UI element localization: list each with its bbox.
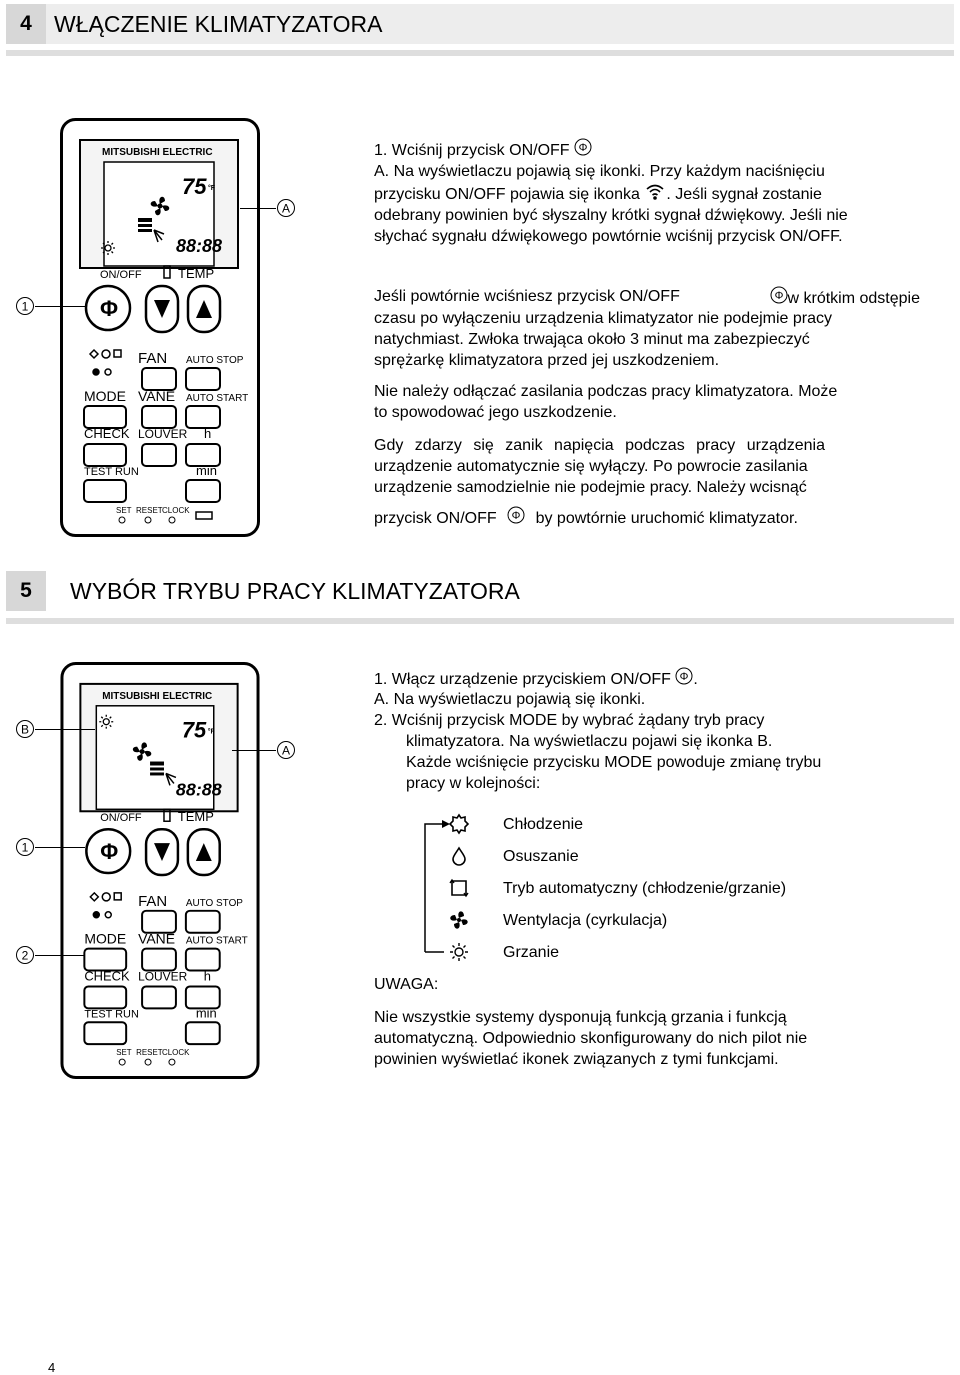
mode-button[interactable] [84, 949, 126, 971]
temp-down-button[interactable] [146, 286, 178, 332]
check-button[interactable] [84, 986, 126, 1008]
fan-icon [448, 909, 470, 931]
temp-down-button[interactable] [146, 829, 178, 875]
signal-icon [644, 183, 666, 201]
step-2-line: 2. Wciśnij przycisk MODE by wybrać żądany tryb pracy [374, 712, 765, 729]
test-run-label: TEST RUN [84, 1008, 139, 1021]
power-icon [675, 667, 693, 685]
test-run-button[interactable] [84, 480, 126, 502]
min-button[interactable] [186, 1022, 220, 1044]
power-icon [770, 286, 788, 304]
callout-1 [15, 837, 35, 857]
note-line: Nie wszystkie systemy dysponują funkcją grzania i funkcją [374, 1009, 787, 1026]
section-title: WŁĄCZENIE KLIMATYZATORA [54, 11, 383, 37]
callout-a [276, 198, 296, 218]
power-icon: Φ [100, 839, 119, 865]
vane-button[interactable] [142, 949, 176, 971]
remote-control-illustration [60, 118, 260, 538]
temp-label: TEMP [177, 809, 214, 825]
temp-unit: °F [208, 185, 216, 192]
section-4-header [6, 4, 954, 44]
note-line: powinien wyświetlać ikonek związanych z tymi funkcjami. [374, 1051, 779, 1068]
mode-cool-label: Chłodzenie [503, 816, 584, 833]
vane-label: VANE [138, 388, 176, 404]
h-label: h [204, 426, 212, 441]
power-icon: Φ [100, 296, 119, 321]
callout-line [35, 729, 95, 730]
svg-text:Φ: Φ [511, 510, 521, 522]
check-label: CHECK [84, 426, 130, 441]
paragraph-line: Gdy zdarzy się zanik napięcia podczas pracy urządzenia [374, 437, 825, 454]
temp-up-button[interactable] [188, 286, 220, 332]
note-line: automatyczną. Odpowiednio skonfigurowany do nich pilot nie [374, 1030, 808, 1047]
paragraph-line: przycisk ON/OFF Φ by powtórnie uruchomić klimatyzator. [374, 506, 798, 529]
step-a: A. Na wyświetlaczu pojawią się ikonki. [374, 691, 646, 708]
louver-label: LOUVER [138, 427, 188, 441]
step-a-line: A. Na wyświetlaczu pojawią się ikonki. Przy każdym naciśnięciu [374, 163, 825, 180]
check-label: CHECK [84, 968, 130, 984]
mode-label: MODE [84, 388, 126, 404]
paragraph-line: czasu po wyłączeniu urządzenia klimatyzator nie podejmie pracy [374, 310, 832, 327]
h-label: h [203, 968, 211, 984]
callout-line [232, 750, 276, 751]
paragraph-line: to spowodować jego uszkodzenie. [374, 404, 617, 421]
onoff-label: ON/OFF [100, 812, 142, 825]
callout-b [15, 719, 35, 739]
set-label: SET [116, 1048, 132, 1058]
auto-stop-label: AUTO STOP [185, 897, 243, 909]
step-2-line: pracy w kolejności: [406, 775, 541, 792]
callout-line [35, 847, 85, 848]
svg-text:A: A [281, 201, 291, 216]
vane-button[interactable] [142, 406, 176, 428]
vane-label: VANE [138, 930, 175, 947]
section-divider [6, 50, 954, 56]
reset-label: RESET [136, 1048, 163, 1058]
brand-label: MITSUBISHI ELECTRIC [102, 690, 213, 702]
auto-mode-icon [448, 877, 470, 899]
svg-text:Φ: Φ [680, 671, 689, 683]
callout-1 [15, 296, 35, 316]
section-number: 5 [6, 571, 46, 611]
auto-start-label: AUTO START [185, 935, 248, 947]
temp-label: TEMP [178, 266, 215, 281]
temp-display: 75 [181, 717, 207, 743]
min-button[interactable] [186, 480, 220, 502]
step-1: 1. Wciśnij przycisk ON/OFF Φ [374, 138, 592, 161]
test-run-label: TEST RUN [84, 466, 139, 478]
fan-button[interactable] [142, 911, 176, 933]
set-label: SET [116, 506, 132, 515]
power-icon [507, 506, 525, 524]
callout-line [240, 208, 276, 209]
svg-text:Φ: Φ [578, 142, 588, 154]
clock-label: CLOCK [162, 506, 190, 515]
mode-auto-label: Tryb automatyczny (chłodzenie/grzanie) [503, 880, 787, 897]
svg-text:2: 2 [21, 948, 29, 963]
heat-icon [448, 941, 470, 963]
paragraph-line: urządzenie automatycznie się wyłączy. Po powrocie zasilania [374, 458, 808, 475]
clock-label: CLOCK [161, 1048, 190, 1058]
page-number: 4 [48, 1360, 56, 1375]
paragraph-line: urządzenie samodzielnie nie podejmie pracy. Należy wcisnąć [374, 479, 807, 496]
mode-fan-label: Wentylacja (cyrkulacja) [503, 912, 668, 929]
paragraph-line: Jeśli powtórnie wciśniesz przycisk ON/OFF Φ w krótkim odstępie [374, 288, 920, 307]
louver-button[interactable] [142, 986, 176, 1008]
fan-label: FAN [138, 892, 168, 910]
test-run-button[interactable] [84, 1022, 126, 1044]
auto-stop-label: AUTO STOP [186, 355, 244, 366]
fan-label: FAN [138, 350, 168, 367]
mode-label: MODE [84, 930, 127, 947]
remote-control-illustration [60, 662, 260, 1080]
temp-unit: °F [207, 728, 215, 736]
check-button[interactable] [84, 444, 126, 466]
step-1: 1. Włącz urządzenie przyciskiem ON/OFF Φ . [374, 667, 698, 690]
clock-display: 88:88 [176, 236, 223, 256]
callout-line [35, 306, 85, 307]
power-icon [574, 138, 592, 156]
step-2-line: klimatyzatora. Na wyświetlaczu pojawi się ikonka B. [406, 733, 773, 750]
svg-text:Φ: Φ [774, 290, 783, 302]
paragraph-line: sprężarkę klimatyzatora przed jej uszkodzeniem. [374, 352, 720, 369]
mode-cycle-arrow [420, 812, 450, 962]
step-a-line: słychać sygnału dźwiękowego powtórnie wciśnij przycisk ON/OFF. [374, 228, 843, 245]
auto-start-label: AUTO START [186, 393, 249, 404]
louver-button[interactable] [142, 444, 176, 466]
callout-2 [15, 945, 35, 965]
reset-label: RESET [136, 506, 163, 515]
section-title: WYBÓR TRYBU PRACY KLIMATYZATORA [70, 578, 520, 604]
note-label: UWAGA: [374, 976, 439, 993]
louver-label: LOUVER [138, 969, 188, 984]
callout-a [276, 740, 296, 760]
paragraph-line: Nie należy odłączać zasilania podczas pracy klimatyzatora. Może [374, 383, 838, 400]
svg-text:1: 1 [21, 299, 29, 314]
auto-start-button[interactable] [186, 949, 220, 971]
min-label: min [196, 463, 217, 478]
auto-stop-button[interactable] [186, 911, 220, 933]
temp-display: 75 [182, 174, 207, 199]
fan-button[interactable] [142, 368, 176, 390]
callout-line [35, 955, 85, 956]
mode-dry-label: Osuszanie [503, 848, 579, 865]
section-number: 4 [6, 4, 46, 44]
svg-text:1: 1 [21, 840, 29, 855]
step-2-line: Każde wciśnięcie przycisku MODE powoduje zmianę trybu [406, 754, 822, 771]
cool-icon [448, 813, 470, 835]
paragraph-line: natychmiast. Zwłoka trwająca około 3 minut ma zabezpieczyć [374, 331, 810, 348]
onoff-button[interactable] [86, 829, 130, 873]
onoff-button[interactable] [86, 286, 130, 330]
svg-text:A: A [281, 743, 291, 758]
min-label: min [195, 1005, 217, 1021]
section-5-header [6, 571, 954, 611]
clock-display: 88:88 [175, 779, 222, 800]
auto-start-button[interactable] [186, 406, 220, 428]
step-a-line: przycisku ON/OFF pojawia się ikonka . Jeśli sygnał zostanie [374, 183, 920, 205]
mode-heat-label: Grzanie [503, 944, 560, 961]
brand-label: MITSUBISHI ELECTRIC [102, 147, 213, 158]
section-divider [6, 618, 954, 624]
auto-stop-button[interactable] [186, 368, 220, 390]
mode-button[interactable] [84, 406, 126, 428]
step-a-line: odebrany powinien być słyszalny krótki sygnał dźwiękowy. Jeśli nie [374, 207, 848, 224]
onoff-label: ON/OFF [100, 269, 142, 281]
svg-text:B: B [20, 722, 30, 737]
temp-up-button[interactable] [188, 829, 220, 875]
dry-icon [448, 845, 470, 867]
